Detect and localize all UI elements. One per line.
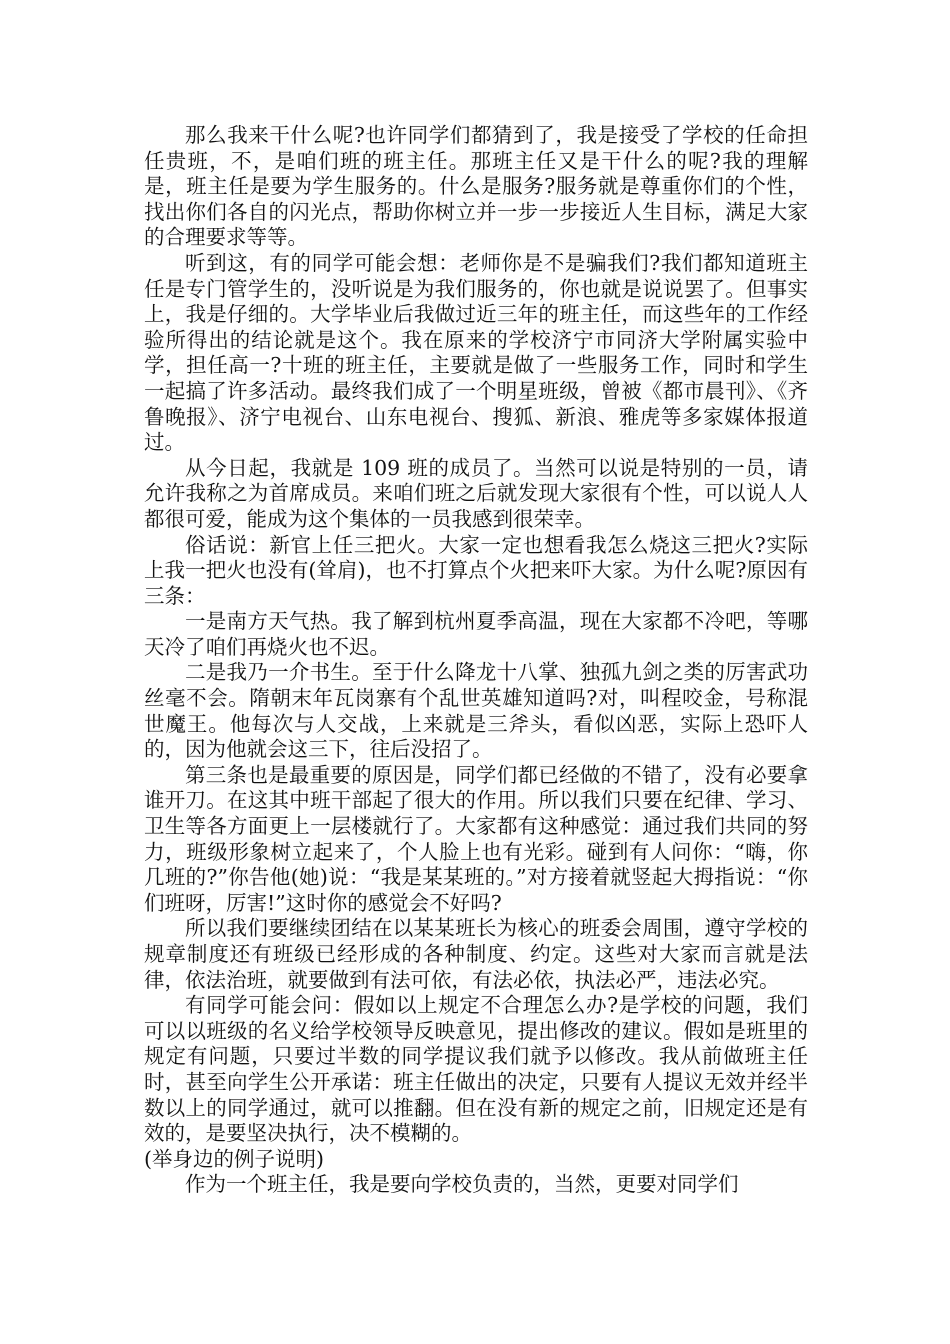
paragraph: 俗话说：新官上任三把火。大家一定也想看我怎么烧这三把火?实际上我一把火也没有(耸肩)，也不打算点个火把来吓大家。为什么呢?原因有三条：	[144, 532, 808, 608]
paragraph: 那么我来干什么呢?也许同学们都猜到了，我是接受了学校的任命担任贵班，不，是咱们班的班主任。那班主任又是干什么的呢?我的理解是，班主任是要为学生服务的。什么是服务?服务就是尊重你们的个性，找出你们各自的闪光点，帮助你树立并一步一步接近人生目标，满足大家的合理要求等等。	[144, 123, 808, 250]
paragraph: 二是我乃一介书生。至于什么降龙十八掌、独孤九剑之类的厉害武功丝毫不会。隋朝末年瓦岗寨有个乱世英雄知道吗?对，叫程咬金，号称混世魔王。他每次与人交战，上来就是三斧头，看似凶恶，实际上恐吓人的，因为他就会这三下，往后没招了。	[144, 660, 808, 762]
paragraph: 所以我们要继续团结在以某某班长为核心的班委会周围，遵守学校的规章制度还有班级已经形成的各种制度、约定。这些对大家而言就是法律，依法治班，就要做到有法可依，有法必依，执法必严，违法必究。	[144, 916, 808, 992]
paragraph-aside: (举身边的例子说明)	[144, 1146, 324, 1171]
paragraph: 从今日起，我就是 109 班的成员了。当然可以说是特别的一员，请允许我称之为首席成员。来咱们班之后就发现大家很有个性，可以说人人都很可爱，能成为这个集体的一员我感到很荣幸。	[144, 455, 808, 531]
paragraph: 一是南方天气热。我了解到杭州夏季高温，现在大家都不冷吧，等哪天冷了咱们再烧火也不迟。	[144, 609, 808, 659]
paragraph: 听到这，有的同学可能会想：老师你是不是骗我们?我们都知道班主任是专门管学生的，没听说是为我们服务的，你也就是说说罢了。但事实上，我是仔细的。大学毕业后我做过近三年的班主任，而这些年的工作经验所得出的结论就是这个。我在原来的学校济宁市同济大学附属实验中学，担任高一?十班的班主任，主要就是做了一些服务工作，同时和学生一起搞了许多活动。最终我们成了一个明星班级，曾被《都市晨刊》、《齐鲁晚报》、济宁电视台、山东电视台、搜狐、新浪、雅虎等多家媒体报道过。	[144, 250, 808, 455]
paragraph: 第三条也是最重要的原因是，同学们都已经做的不错了，没有必要拿谁开刀。在这其中班干部起了很大的作用。所以我们只要在纪律、学习、卫生等各方面更上一层楼就行了。大家都有这种感觉：通过我们共同的努力，班级形象树立起来了，个人脸上也有光彩。碰到有人问你：“嗨，你几班的?”你告他(她)说：“我是某某班的。”对方接着就竖起大拇指说：“你们班呀，厉害!”这时你的感觉会不好吗?	[144, 762, 808, 915]
paragraph: 有同学可能会问：假如以上规定不合理怎么办?是学校的问题，我们可以以班级的名义给学校领导反映意见，提出修改的建议。假如是班里的规定有问题，只要过半数的同学提议我们就予以修改。我从前做班主任时，甚至向学生公开承诺：班主任做出的决定，只要有人提议无效并经半数以上的同学通过，就可以推翻。但在没有新的规定之前，旧规定还是有效的，是要坚决执行，决不模糊的。	[144, 993, 808, 1146]
document-page	[144, 123, 808, 1198]
paragraph: 作为一个班主任，我是要向学校负责的，当然，更要对同学们	[185, 1172, 739, 1197]
